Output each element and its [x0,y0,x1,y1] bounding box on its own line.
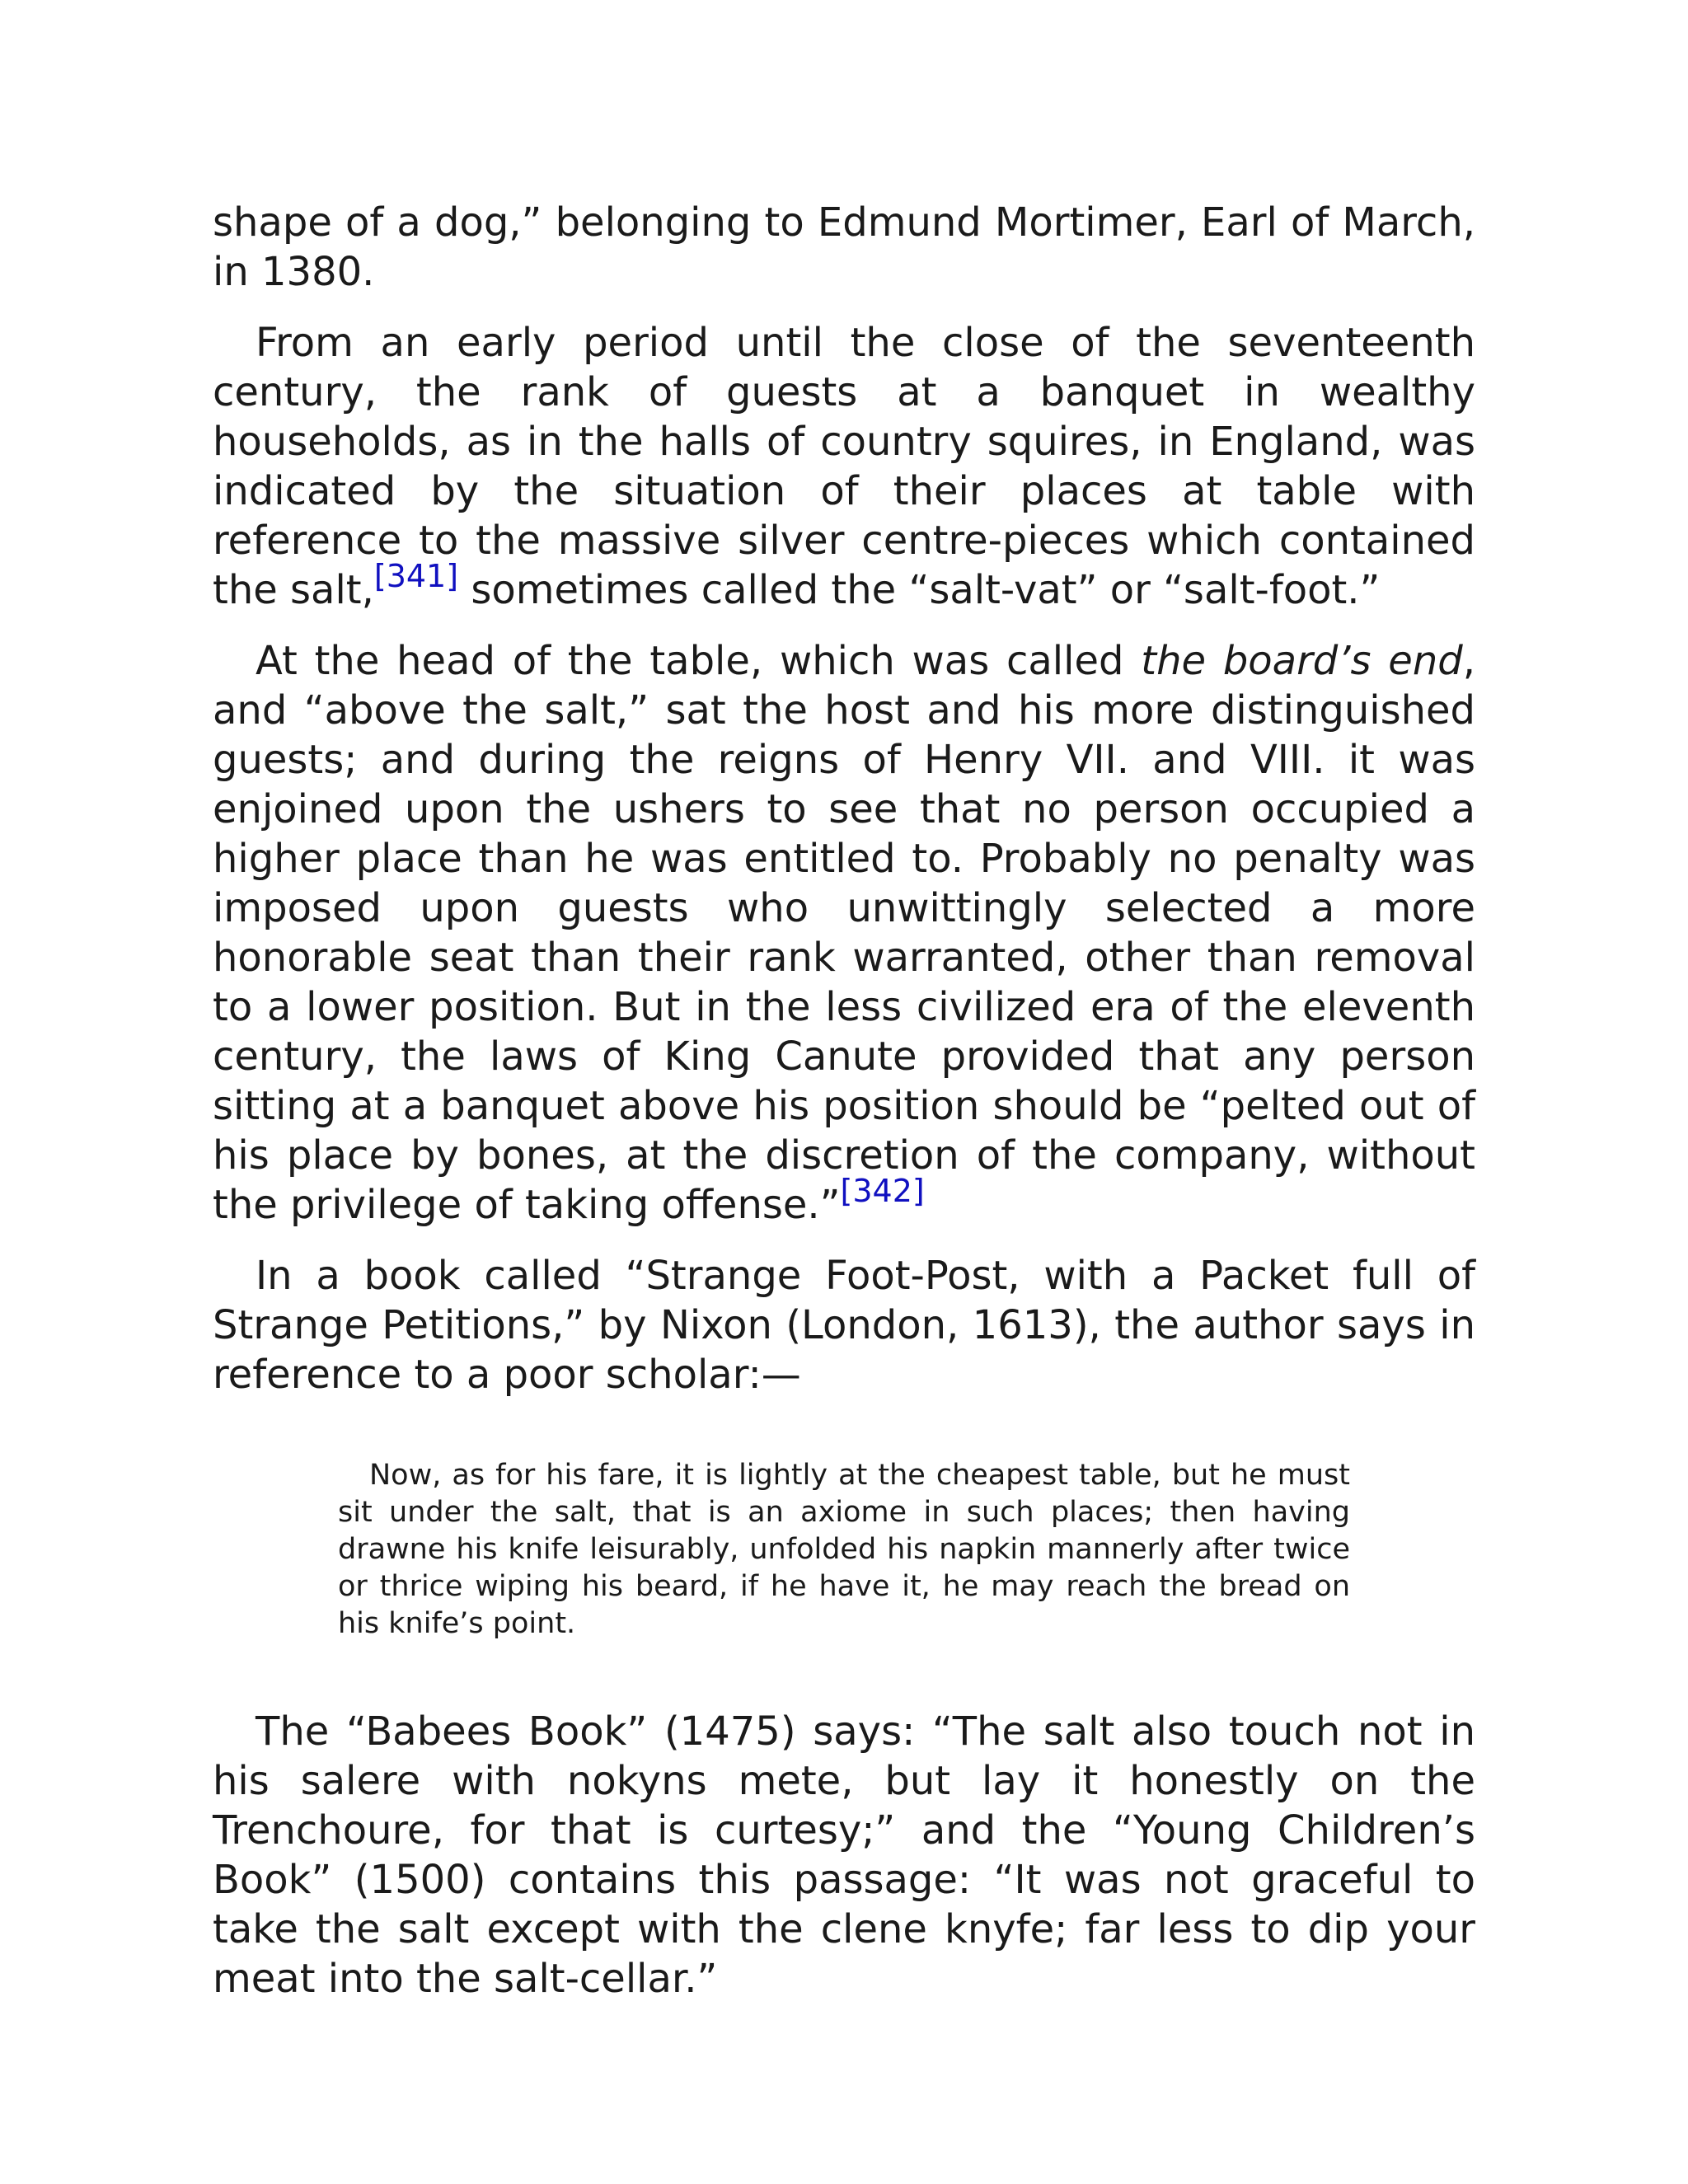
paragraph-text: , and “above the salt,” sat the host and his more distinguished guests; and during the reigns of Henry VII. and VIII. it was enjoined upon the ushers to see that no person occupied a higher place than he was entitled to. Probably no penalty was imposed upon guests who unwittingly selected a more honorable seat than their rank warranted, other than removal to a lower position. But in the less civilized era of the eleventh century, the laws of King Canute provided that any person sitting at a banquet above his position should be “pelted out of his place by bones, at the discretion of the company, without the privilege of taking offense.” [213,638,1475,1228]
paragraph-text: In a book called “Strange Foot-Post, with a Packet full of Strange Petitions,” by Nixon (London, 1613), the author says in reference to a poor scholar:— [213,1253,1475,1398]
footnote-link-341[interactable]: [341] [373,558,459,594]
page-body [213,198,1475,2025]
paragraph-boards-end [213,636,1475,1230]
paragraph-babees-book [213,1707,1475,2004]
paragraph-continuation [213,198,1475,297]
paragraph-text: From an early period until the close of the seventeenth century, the rank of guests at a banquet in wealthy households, as in the halls of country squires, in England, was indicated by the situation of their places at table with reference to the massive silver centre-pieces which contained the salt, [213,320,1475,613]
block-quote [338,1457,1350,1643]
paragraph-text: sometimes called the “salt-vat” or “salt-foot.” [458,567,1381,613]
italic-phrase: the board’s end [1141,638,1463,684]
paragraph-strange-foot-post [213,1251,1475,1399]
paragraph-text: shape of a dog,” belonging to Edmund Mortimer, Earl of March, in 1380. [213,199,1475,295]
paragraph-salt-rank [213,318,1475,615]
paragraph-text: The “Babees Book” (1475) says: “The salt also touch not in his salere with nokyns mete, but lay it honestly on the Trenchoure, for that is curtesy;” and the “Young Children’s Book” (1500) contains this passage: “It was not graceful to take the salt except with the clene knyfe; far less to dip your meat into the salt-cellar.” [213,1708,1475,2002]
footnote-link-342[interactable]: [342] [840,1173,925,1209]
quote-text: Now, as for his fare, it is lightly at the cheapest table, but he must sit under the salt, that is an axiome in such places; then having drawne his knife leisurably, unfolded his napkin mannerly after twice or thrice wiping his beard, if he have it, he may reach the bread on his knife’s point. [338,1459,1350,1640]
paragraph-text: At the head of the table, which was called [256,638,1142,684]
